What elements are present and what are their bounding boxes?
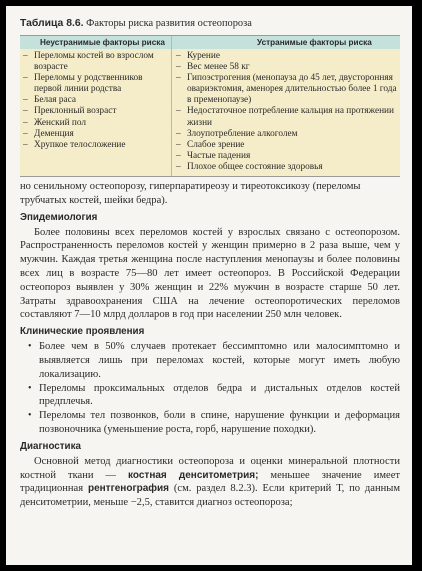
epidemiology-heading: Эпидемиология bbox=[20, 211, 98, 223]
table-item: – Курение bbox=[176, 51, 221, 61]
risk-factors-table bbox=[20, 35, 400, 177]
table-item: – Плохое общее состояние здоровья bbox=[176, 161, 323, 172]
table-title: Факторы риска развития остеопороза bbox=[86, 18, 252, 29]
table-item: – Переломы костей во взрослом возрасте bbox=[23, 51, 154, 73]
column-divider bbox=[171, 36, 172, 176]
keyword-densitometry: костная денситометрия; bbox=[128, 469, 259, 481]
intro-paragraph: но сенильному остеопорозу, гиперпаратиреозу и тиреотоксикозу (переломы трубчатых костей, шейки бедра). bbox=[20, 181, 361, 206]
table-item: – Переломы у родственников первой линии родства bbox=[23, 73, 143, 95]
epidemiology-paragraph: Более половины всех переломов костей у взрослых связано с остеопорозом. Распространенность переломов костей у женщин примерно в 2 раза выше, чем у мужчин. Каждая третья женщина после наступления менопаузы и более половины всех лиц в возрасте 75—80 лет имеет остеопороз. В Российской Федерации остеопороз выявлен у 30% женщин и 22% мужчин в возрасте старше 50 лет. Затраты здравоохранения США на лечение остеопоротических переломов составляют 7—10 млрд долларов в год при населении 250 млн человек. bbox=[20, 226, 400, 321]
list-item: • Более чем в 50% случаев протекает бессимптомно или малосимптомно и выявляется лишь при переломах костей, которые могут иметь любую локализацию. bbox=[28, 341, 400, 380]
table-caption bbox=[20, 17, 252, 30]
table-header-row bbox=[20, 36, 400, 49]
table-item: – Преклонный возраст bbox=[23, 106, 117, 117]
table-item: – Белая раса bbox=[23, 95, 76, 106]
modifiable-factors-column bbox=[176, 51, 398, 173]
table-item: – Вес менее 58 кг bbox=[176, 62, 250, 73]
table-number: Таблица 8.6. bbox=[20, 18, 84, 29]
unmodifiable-factors-column bbox=[23, 51, 169, 151]
table-item: – Женский пол bbox=[23, 117, 87, 128]
keyword-radiography: рентгенография bbox=[87, 483, 170, 495]
table-item: – Частые падения bbox=[176, 150, 251, 161]
table-item: – Хрупкое телосложение bbox=[23, 139, 126, 150]
table-item: – Слабое зрение bbox=[176, 139, 245, 150]
header-modifiable: Устранимые факторы риска bbox=[257, 38, 372, 47]
header-unmodifiable: Неустранимые факторы риска bbox=[40, 38, 165, 47]
clinical-list bbox=[28, 340, 400, 437]
diagnostics-heading: Диагностика bbox=[20, 440, 81, 452]
body-text bbox=[20, 180, 400, 510]
clinical-heading: Клинические проявления bbox=[20, 326, 145, 338]
table-item: – Гипоэстрогения (менопауза до 45 лет, двусторонняя овариэктомия, аменорея длительностью более 1 года в пременопаузе) bbox=[176, 73, 397, 106]
diagnostics-paragraph: Основной метод диагностики остеопороза и оценки минеральной плотности костной ткани — костная денситометрия; меньшее значение имеет традиционная рентгенография (см. раздел 8.2.3). Если критерий Т, по данным денситометрии, меньше −2,5, ставится диагноз остеопороза; bbox=[20, 455, 400, 509]
table-item: – Злоупотребление алкоголем bbox=[176, 128, 298, 139]
book-page bbox=[6, 6, 412, 565]
table-item: – Недостаточное потребление кальция на протяжении жизни bbox=[176, 106, 395, 128]
list-item: • Переломы проксимальных отделов бедра и дистальных отделов костей предплечья. bbox=[28, 382, 400, 408]
list-item: • Переломы тел позвонков, боли в спине, нарушение функции и деформация позвоночника (уменьшение роста, горб, нарушение походки). bbox=[28, 410, 400, 435]
table-item: – Деменция bbox=[23, 128, 74, 139]
